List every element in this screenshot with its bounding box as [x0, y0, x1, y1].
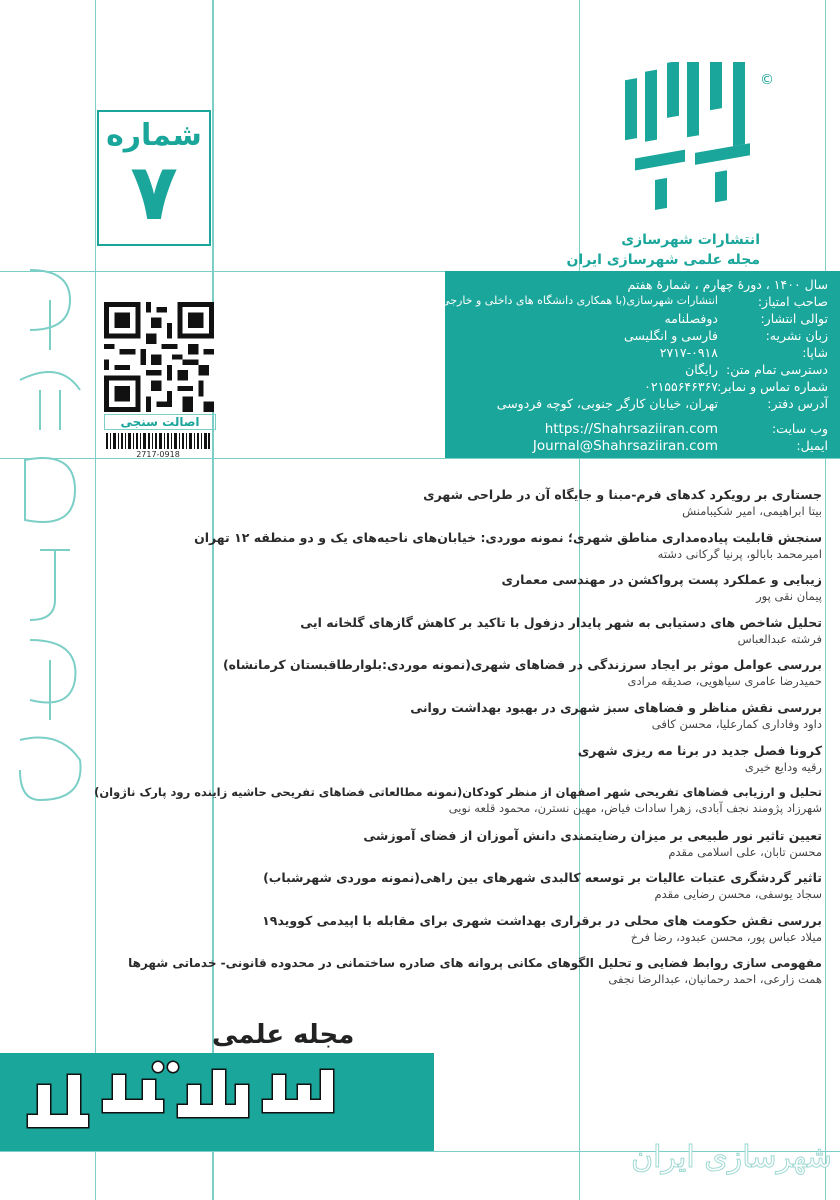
copyright-mark: ©	[760, 72, 774, 88]
list-item[interactable]	[262, 700, 822, 743]
email-link[interactable]: Journal@Shahrsaziiran.com	[532, 438, 718, 454]
article-title: کرونا فصل جدید در برنا مه ریزی شهری	[577, 742, 822, 758]
list-item[interactable]	[194, 529, 822, 573]
web-key: وب سایت:	[771, 421, 828, 436]
list-item[interactable]	[262, 870, 822, 913]
article-title: بررسی عوامل موثر بر ایجاد سرزندگی در فضاهای شهری(نمونه موردی:بلوارطاقبستان کرمانشاه)	[222, 657, 822, 673]
info-value: ۲۷۱۷-۰۹۱۸	[659, 345, 718, 360]
journal-info-panel	[436, 271, 840, 458]
article-authors: محسن تابان، علی اسلامی مقدم	[668, 844, 822, 859]
article-authors: امیرمحمد بابالو، پرنیا گرکانی دشته	[657, 546, 822, 561]
list-item[interactable]	[262, 487, 822, 530]
article-title: جستاری بر رویکرد کدهای فرم-مبنا و جایگاه آن در طراحی شهری	[423, 487, 822, 502]
article-title: تاثیر گردشگری عتبات عالیات بر توسعه کالبدی شهرهای بین راهی(نمونه موردی شهرشباب)	[263, 870, 822, 886]
info-value: دوفصلنامه	[664, 311, 718, 326]
list-item[interactable]	[262, 913, 822, 956]
barcode-number: 2717-0918	[136, 450, 180, 459]
journal-name: مجله علمی شهرسازی ایران	[566, 252, 760, 268]
article-title: زیبایی و عملکرد پست پرواکشن در مهندسی معماری	[501, 572, 822, 588]
qr-code[interactable]	[104, 302, 214, 412]
magazine-label: مجله علمی	[212, 1020, 355, 1050]
list-item[interactable]	[262, 743, 822, 786]
bottom-watermark: شهرسازی ایران	[631, 1140, 832, 1175]
article-list	[94, 487, 822, 998]
info-value: ۰۲۱۵۵۶۴۶۳۶۷	[644, 379, 718, 394]
frame-line	[95, 0, 96, 1200]
article-title: بررسی نقش حکومت های محلی در برقراری بهداشت شهری برای مقابله با اپیدمی کووید۱۹	[262, 912, 822, 928]
info-key: شماره تماس و نمابر:	[717, 379, 828, 394]
article-authors: فرشته عبدالعباس	[737, 631, 822, 646]
info-key: شاپا:	[802, 345, 828, 360]
article-title: سنجش قابلیت پیاده‌مداری مناطق شهری؛ نمونه موردی: خیابان‌های ناحیه‌های یک و دو منطقه ۱۲ تهران	[194, 529, 822, 545]
info-key: دسترسی تمام متن:	[726, 362, 828, 377]
info-key: زبان نشریه:	[765, 328, 828, 343]
info-key: توالی انتشار:	[760, 311, 828, 326]
frame-line	[825, 0, 826, 1200]
info-value: رایگان	[685, 362, 718, 377]
issue-box	[97, 110, 211, 246]
info-key: آدرس دفتر:	[767, 396, 828, 411]
list-item[interactable]	[262, 615, 822, 658]
issue-label: شماره	[106, 118, 202, 153]
article-title: مفهومی سازی روابط فضایی و تحلیل الگوهای مکانی پروانه های صادره ساختمانی در محدوده قانونی- خدماتی شهرها	[128, 955, 822, 970]
article-title: تحلیل و ارزیابی فضاهای تفریحی شهر اصفهان از منظر کودکان(نمونه مطالعاتی فضاهای تفریحی حاشیه زاینده رود پارک ناژوان)	[94, 785, 822, 800]
list-item[interactable]	[262, 828, 822, 871]
publisher-name: انتشارات شهرسازی	[621, 232, 760, 248]
article-authors: بیتا ابراهیمی، امیر شکیبامنش	[682, 504, 822, 518]
list-item[interactable]	[94, 785, 822, 828]
info-key: صاحب امتیاز:	[757, 294, 828, 309]
article-authors: داود وفاداری کمارعلیا، محسن کافی	[651, 716, 822, 731]
email-key: ایمیل:	[796, 438, 828, 453]
article-authors: میلاد عباس پور، محسن عبدود، رضا فرخ	[630, 929, 822, 944]
article-title: تحلیل شاخص های دستیابی به شهر پایدار دزفول با تاکید بر کاهش گازهای گلخانه ایی	[300, 614, 822, 630]
list-item[interactable]	[222, 657, 822, 700]
article-authors: سجاد یوسفی، محسن رضایی مقدم	[654, 887, 822, 902]
article-title: بررسی نقش مناظر و فضاهای سبز شهری در بهبود بهداشت روانی	[410, 699, 822, 715]
magazine-logotype	[8, 1055, 348, 1147]
info-header: سال ۱۴۰۰ ، دورۀ چهارم ، شمارۀ هفتم	[627, 277, 828, 292]
website-link[interactable]: https://Shahrsaziiran.com	[544, 421, 718, 437]
article-authors: حمیدرضا عامری سیاهویی، صدیقه مرادی	[627, 674, 822, 689]
barcode	[106, 433, 210, 449]
publisher-logo	[615, 62, 775, 222]
article-authors: شهرزاد پژومند نجف آبادی، زهرا سادات فیاض، مهین نسترن، محمود قلعه نویی	[448, 801, 822, 816]
list-item[interactable]	[128, 955, 822, 999]
authenticity-label: اصالت سنجی	[104, 414, 216, 430]
list-item[interactable]	[262, 572, 822, 615]
article-authors: رقیه ودایع خیری	[744, 759, 822, 774]
article-title: تعیین تاثیر نور طبیعی بر میزان رضایتمندی دانش آموزان از فضای آموزشی	[363, 827, 822, 843]
issue-number: ۷	[130, 148, 178, 238]
article-authors: پیمان نقی پور	[756, 589, 822, 604]
info-value: فارسی و انگلیسی	[623, 328, 718, 343]
article-authors: همت زارعی، احمد رحمانیان، عبدالرضا نجفی	[608, 971, 822, 986]
info-value: انتشارات شهرسازی(با همکاری دانشگاه های داخلی و خارجی)	[436, 294, 718, 307]
side-watermark	[0, 260, 95, 820]
info-value: تهران، خیابان کارگر جنوبی، کوچه فردوسی	[496, 396, 718, 411]
